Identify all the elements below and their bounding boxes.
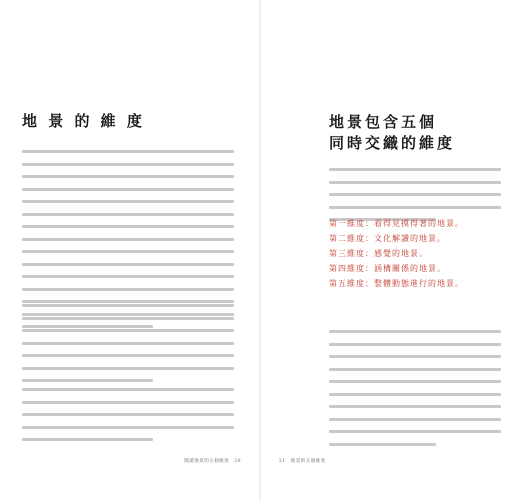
right-page-heading	[329, 112, 455, 154]
right-closing-lines	[329, 330, 501, 446]
text-line	[22, 342, 234, 345]
text-line	[22, 238, 234, 241]
left-paragraph-3	[22, 388, 234, 451]
dimension-item: 第二維度：文化解讀的地景。	[329, 234, 446, 243]
right-page	[261, 0, 520, 500]
text-line	[329, 168, 501, 171]
text-line	[22, 288, 234, 291]
text-line	[329, 206, 501, 209]
dimension-item: 第四維度：涵構關係的地景。	[329, 264, 446, 273]
text-line	[329, 181, 501, 184]
left-paragraph-2-lines	[22, 304, 234, 382]
dimension-item: 第一維度：看得見摸得著的地景。	[329, 219, 464, 228]
dimension-item: 第三維度：感覺的地景。	[329, 249, 428, 258]
text-line	[22, 300, 234, 303]
right-closing-paragraph	[329, 330, 501, 455]
text-line	[22, 263, 234, 266]
left-page	[0, 0, 259, 500]
text-line	[329, 330, 501, 333]
left-paragraph-1-lines	[22, 150, 234, 328]
left-paragraph-3-lines	[22, 388, 234, 441]
text-line	[329, 443, 436, 446]
right-page-footer: 21 地景的五個維度	[279, 459, 326, 464]
dimension-list	[329, 216, 464, 291]
text-line	[329, 430, 501, 433]
text-line	[22, 200, 234, 203]
text-line	[329, 193, 501, 196]
text-line	[329, 343, 501, 346]
left-page-footer: 閱讀地景的五個維度 20	[184, 459, 241, 464]
right-heading-line-1: 地景包含五個	[329, 113, 438, 131]
text-line	[22, 225, 234, 228]
text-line	[22, 367, 234, 370]
text-line	[329, 355, 501, 358]
text-line	[22, 438, 153, 441]
text-line	[22, 304, 234, 307]
text-line	[22, 426, 234, 429]
text-line	[22, 354, 234, 357]
text-line	[22, 329, 234, 332]
dimension-item: 第五維度：整體動態進行的地景。	[329, 279, 464, 288]
text-line	[22, 413, 234, 416]
text-line	[22, 401, 234, 404]
right-intro-lines	[329, 168, 501, 221]
text-line	[22, 175, 234, 178]
left-paragraph-2	[22, 304, 234, 392]
text-line	[329, 368, 501, 371]
right-heading-line-2: 同時交織的維度	[329, 134, 456, 152]
text-line	[22, 188, 234, 191]
text-line	[22, 250, 234, 253]
text-line	[22, 150, 234, 153]
text-line	[329, 418, 501, 421]
text-line	[22, 317, 234, 320]
text-line	[22, 379, 153, 382]
text-line	[22, 275, 234, 278]
text-line	[329, 393, 501, 396]
text-line	[329, 380, 501, 383]
text-line	[22, 388, 234, 391]
left-page-heading: 地 景 的 維 度	[22, 112, 145, 130]
text-line	[22, 213, 234, 216]
text-line	[22, 163, 234, 166]
text-line	[329, 405, 501, 408]
